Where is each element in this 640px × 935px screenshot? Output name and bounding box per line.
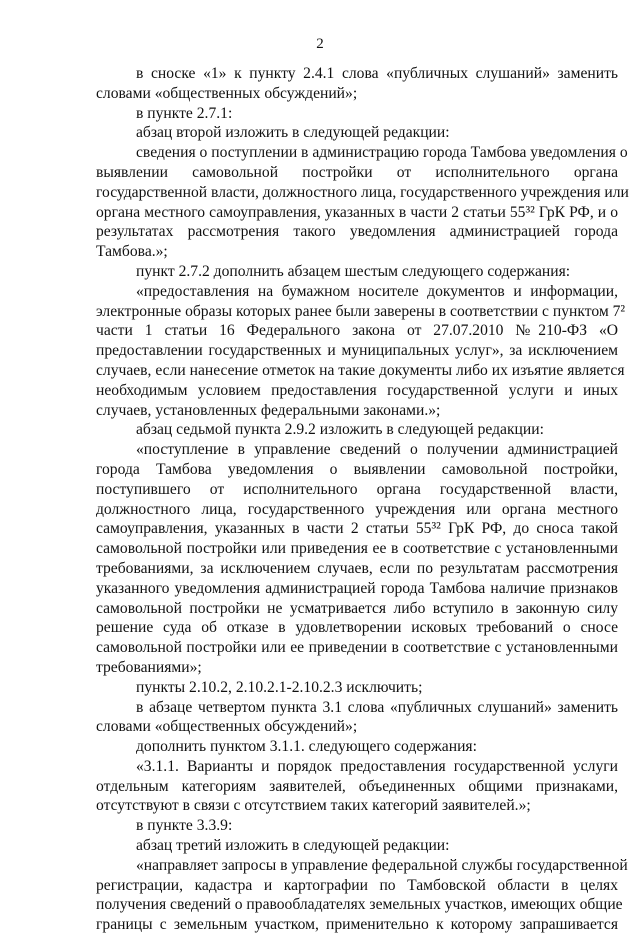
text-line: регистрации, кадастра и картографии по Тамбовской области в целях [96,876,618,894]
text-line: в абзаце четвертом пункта 3.1 слова «публичных слушаний» заменить [136,698,618,716]
text-line: «поступление в управление сведений о получении администрацией [136,441,618,459]
text-line: пункты 2.10.2, 2.10.2.1-2.10.2.3 исключить; [136,678,423,696]
text-line: в пункте 2.7.1: [136,104,233,122]
text-line: самовольной постройки или ее приведении в соответствие с установленными [96,639,618,657]
text-line: решение суда об отказе в удовлетворении исковых требований о сносе [96,619,618,637]
text-line: абзац седьмой пункта 2.9.2 изложить в следующей редакции: [136,421,544,439]
text-line: «3.1.1. Варианты и порядок предоставления государственной услуги [136,757,618,775]
text-line: требованиями, за исключением случаев, если по результатам рассмотрения [96,559,618,577]
text-line: государственной власти, должностного лица, государственного учреждения или [96,183,629,201]
text-line: получения сведений о правообладателях земельных участков, имеющих общие [96,896,623,914]
text-line: поступившего от исполнительного органа государственной власти, [96,480,618,498]
text-line: в пункте 3.3.9: [136,817,233,835]
text-line: части 1 статьи 16 Федерального закона от 27.07.2010 №210-ФЗ «О [96,322,618,340]
text-line: города Тамбова уведомления о выявлении самовольной постройки, [96,460,618,478]
text-line: Тамбова.»; [96,243,168,261]
text-line: случаев, если нанесение отметок на такие документы либо их изъятие является [96,361,625,379]
text-line: электронные образы которых ранее были заверены в соответствии с пунктом 7² [96,302,626,320]
text-line: дополнить пунктом 3.1.1. следующего содержания: [136,738,477,756]
document-body [96,64,629,935]
text-line: в сноске «1» к пункту 2.4.1 слова «публичных слушаний» заменить [136,65,618,82]
page-number: 2 [316,36,324,52]
text-line: отдельным категориям заявителей, объединенных общими признаками, [96,777,618,795]
text-line: «предоставления на бумажном носителе документов и информации, [136,282,618,300]
text-line: требованиями»; [96,658,202,676]
text-line: органа местного самоуправления, указанных в части 2 статьи 55³² ГрК РФ, и о [96,203,618,221]
text-line: пункт 2.7.2 дополнить абзацем шестым следующего содержания: [136,262,571,280]
text-line: абзац второй изложить в следующей редакции: [136,124,450,142]
text-line: выявлении самовольной постройки от исполнительного органа [96,163,618,181]
text-line: границы с земельным участком, применительно к которому запрашивается [96,916,618,934]
text-line: должностного лица, государственного учреждения или органа местного [96,500,618,518]
text-line: предоставлении государственных и муниципальных услуг», за исключением [96,342,618,360]
text-line: «направляет запросы в управление федеральной службы государственной [136,856,628,874]
text-line: результатах рассмотрения такого уведомления администрацией города [96,223,618,241]
text-line: абзац третий изложить в следующей редакции: [136,837,450,855]
text-line: указанного уведомления администрацией города Тамбова наличие признаков [96,579,618,597]
text-line: необходимым условием предоставления государственной услуги и иных [96,381,618,399]
text-line: словами «общественных обсуждений»; [96,84,358,102]
text-line: случаев, установленных федеральными законами.»; [96,401,441,419]
text-line: самоуправления, указанных в части 2 статьи 55³² ГрК РФ, до сноса такой [96,520,618,538]
text-line: словами «общественных обсуждений»; [96,718,358,736]
text-line: отсутствуют в связи с отсутствием таких категорий заявителей.»; [96,797,531,815]
text-line: самовольной постройки не усматривается либо вступило в законную силу [96,599,618,617]
text-line: самовольной постройки или приведения ее в соответствие с установленными [96,540,618,558]
text-line: сведения о поступлении в администрацию города Тамбова уведомления о [136,144,628,162]
